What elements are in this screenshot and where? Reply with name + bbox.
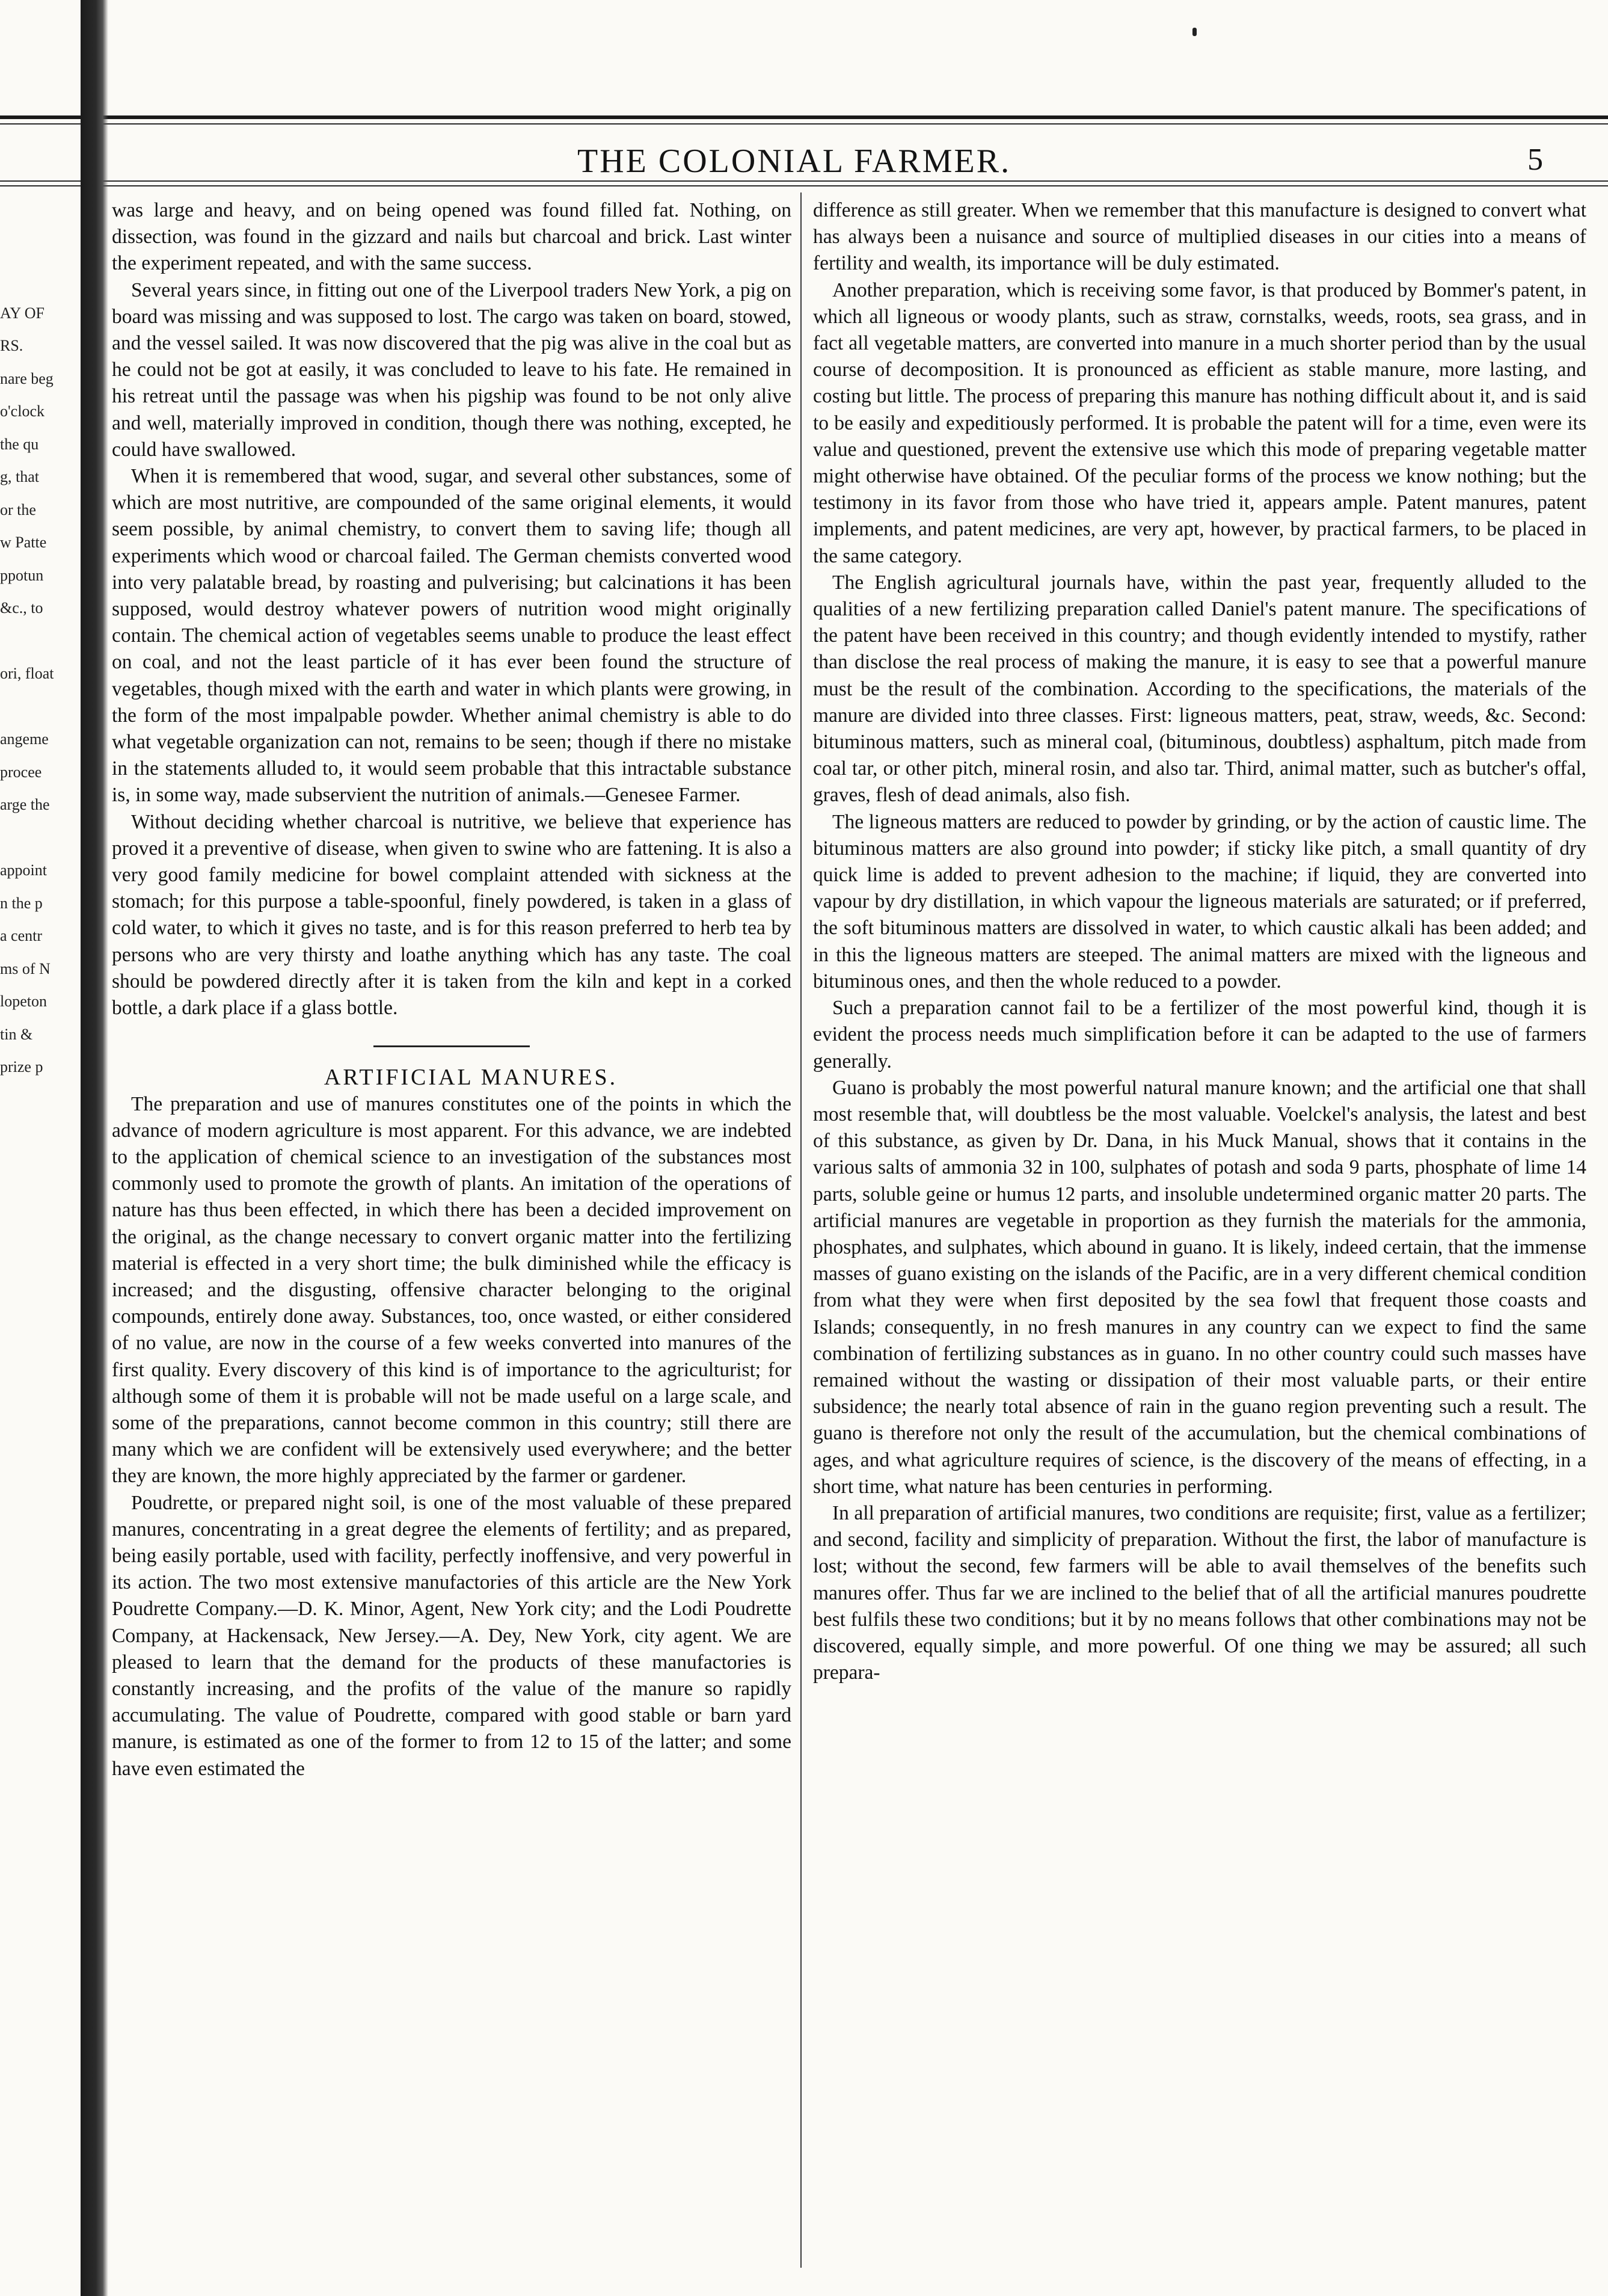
- edge-fragment: a centr: [0, 927, 43, 944]
- left-paragraph: was large and heavy, and on being opened was found filled fat. Nothing, on dissection, was found in the gizzard and nails but charcoal and brick. Last winter the experiment repeated, and with the same success.: [112, 199, 791, 275]
- right-paragraph: Another preparation, which is receiving some favor, is that produced by Bommer's patent, in which all ligneous or woody plants, such as straw, cornstalks, weeds, roots, sea grass, and in fact all vegetable matters, are converted into manure in a much shorter period than by the usual course of decomposition. It is pronounced as efficient as stable manure, more lasting, and costing but little. The process of preparing this manure has nothing difficult about it, and is said to be easily and expeditiously performed. It is probable the patent will for a time, even were its value and questioned, prevent the extensive use which this mode of preparing vegetable matter might otherwise have obtained. Of the peculiar forms of the process we know nothing; but the testimony in its favor from those who have tried it, appears ample. Patent manures, patent implements, and patent medicines, are very apt, however, by practical farmers, to be placed in the same category.: [813, 279, 1586, 567]
- right-paragraph: difference as still greater. When we remember that this manufacture is designed to convert what has always been a nuisance and source of multiplied diseases in our cities into a means of fertility and wealth, its importance will be duly estimated.: [813, 199, 1586, 275]
- right-column: [813, 197, 1586, 2285]
- section-heading: [112, 1064, 791, 1091]
- previous-page-edge-text: [0, 199, 81, 1084]
- header-rule-bottom: [0, 180, 1608, 182]
- edge-fragment: [0, 264, 81, 297]
- edge-fragment: RS.: [0, 337, 23, 354]
- edge-fragment: [0, 232, 81, 265]
- edge-fragment: lopeton: [0, 993, 47, 1010]
- edge-fragment: w Patte: [0, 534, 47, 551]
- edge-fragment: angeme: [0, 730, 49, 748]
- edge-fragment: prize p: [0, 1058, 43, 1076]
- edge-fragment: the qu: [0, 435, 39, 453]
- edge-fragment: or the: [0, 500, 36, 519]
- header-rule-bottom-thin: [0, 185, 1608, 186]
- edge-fragment: ppotun: [0, 566, 44, 584]
- edge-fragment: o'clock: [0, 402, 44, 420]
- ink-mark: [1192, 28, 1197, 36]
- section-paragraph: Poudrette, or prepared night soil, is one of the most valuable of these prepared manures, concentrating in a great degree the elements of fertility; and as prepared, being easily portable, used with facility, perfectly inoffensive, and very powerful in its action. The two most extensive manufactories of this article are the New York Poudrette Company.—D. K. Minor, Agent, New York city; and the Lodi Poudrette Company, at Hackensack, New Jersey.—A. Dey, New York, city agent. We are pleased to learn that the demand for the products of these manufactories is constantly increasing, and the profits of the value of the manure so rapidly accumulating. The value of Poudrette, compared with good stable or barn yard manure, is estimated as one of the former to from 12 to 15 of the latter; and some have even estimated the: [112, 1491, 791, 1780]
- page-number: 5: [1527, 143, 1543, 177]
- right-paragraph: In all preparation of artificial manures, two conditions are requisite; first, value as a fertilizer; and second, facility and simplicity of preparation. Without the first, the labor of manufacture is lost; without the second, few farmers will be able to avail themselves of the benefits such manures offer. Thus far we are inclined to the belief that of all the artificial manures poudrette best fulfils these two conditions; but it by no means follows that other combinations may not be discovered, equally simple, and more powerful. Of one thing we may be assured; all such prepara-: [813, 1501, 1586, 1684]
- edge-fragment: appoint: [0, 861, 47, 879]
- page-title: THE COLONIAL FARMER.: [577, 143, 1011, 180]
- edge-fragment: n the p: [0, 894, 43, 912]
- binding-shadow: [81, 0, 108, 2296]
- edge-fragment: [0, 822, 81, 855]
- edge-fragment: &c., to: [0, 599, 43, 617]
- edge-fragment: g, that: [0, 468, 39, 485]
- right-paragraph: The ligneous matters are reduced to powder by grinding, or by the action of caustic lime. The bituminous matters are also ground into powder; if sticky like pitch, a small quantity of dry quick lime is added to prevent adhesion to the machine; if liquid, they are converted into vapour by dry distillation, in which vapour the ligneous materials are saturated; or if preferred, the soft bituminous matters are dissolved in water, to which caustic alkali has been added; and in this the ligneous matters are steeped. The animal matters are mixed with the ligneous and bituminous ones, and then the whole reduced to a powder.: [813, 810, 1586, 993]
- edge-fragment: [0, 199, 81, 232]
- edge-fragment: nare beg: [0, 369, 54, 387]
- edge-fragment: AY OF: [0, 304, 44, 322]
- edge-fragment: [0, 625, 81, 658]
- left-column: [112, 197, 791, 2285]
- header-rule-top: [0, 115, 1608, 119]
- left-paragraph: When it is remembered that wood, sugar, and several other substances, some of which are most nutritive, are compounded of the same original elements, it would seem possible, by animal chemistry, to convert them to saving life; though all experiments which wood or charcoal failed. The German chemists converted wood into very palatable bread, by roasting and pulverising; but calcinations it has been supposed, would destroy whatever powers of nutrition wood might originally contain. The chemical action of vegetables seems unable to produce the least effect on coal, and not the least particle of it has ever been found the structure of vegetables, though mixed with the earth and water in which plants were growing, in the form of the most impalpable powder. Whether animal chemistry is able to do what vegetable organization can not, remains to be seen; though if there no mistake in the statements alluded to, it would seem probable that this intractable substance is, in some way, made subservient the nutrition of animals.—Genesee Farmer.: [112, 465, 791, 807]
- edge-fragment: ms of N: [0, 959, 51, 977]
- right-paragraph: Guano is probably the most powerful natural manure known; and the artificial one that shall most resemble that, will doubtless be the most valuable. Voelckel's analysis, the latest and best of this substance, as given by Dr. Dana, in his Muck Manual, shows that it contains in the various salts of ammonia 32 in 100, sulphates of potash and soda 9 parts, phosphate of lime 14 parts, soluble geine or humus 12 parts, and insoluble undetermined organic matter 20 parts. The artificial manures are vegetable in proportion as they furnish the materials for the ammonia, phosphates, and sulphates, which abound in guano. It is likely, indeed certain, that the immense masses of guano existing on the islands of the Pacific, are in a very different chemical condition from what they were when first deposited by the sea fowl that frequent those coasts and Islands; consequently, in no fresh manures in any country can we expect to find the same combination of fertilizing substances as in guano. In no other country could such masses have remained without the wasting or dissipation of their most valuable parts, or their entire subsidence; the nearly total absence of rain in the guano region preventing such a result. The guano is therefore not only the result of the accumulation, but the chemical combinations of ages, and what agriculture requires of science, is the discovery of the means of effecting, in a short time, what nature has been centuries in performing.: [813, 1076, 1586, 1498]
- edge-fragment: arge the: [0, 796, 50, 813]
- header-rule-top-thin: [0, 123, 1608, 125]
- section-paragraph: The preparation and use of manures constitutes one of the points in which the advance of modern agriculture is most apparent. For this advance, we are indebted to the application of chemical science to an investigation of the substances most commonly used to promote the growth of plants. An imitation of the operations of nature has thus been effected, in which there has been a decided improvement on the original, as the change necessary to convert organic matter into the fertilizing material is effected in a very short time; the bulk diminished while the efficacy is increased; and the disgusting, offensive character belonging to the original compounds, entirely done away. Substances, too, once wasted, or either considered of no value, are now in the course of a few weeks converted into manures of the first quality. Every discovery of this kind is of importance to the agriculturist; for although some of them it is probable will not be made useful on a large scale, and some of the preparations, cannot become common in this country; still there are many which we are confident will be extensively used everywhere; and the better they are known, the more highly appreciated by the farmer or gardener.: [112, 1092, 791, 1488]
- left-paragraph: Without deciding whether charcoal is nutritive, we believe that experience has proved it a preventive of disease, when given to swine who are fattening. It is also a very good family medicine for bowel complaint attended with sickness at the stomach; for this purpose a table-spoonful, finely powdered, is taken in a glass of cold water, to which it gives no taste, and is for this reason preferred to herb tea by persons who are very thirsty and loathe anything which has any taste. The coal should be powdered directly after it is taken from the kiln and kept in a corked bottle, a dark place if a glass bottle.: [112, 810, 791, 1020]
- edge-fragment: tin &: [0, 1025, 33, 1043]
- edge-fragment: ori, float: [0, 665, 54, 682]
- edge-fragment: procee: [0, 763, 42, 781]
- edge-fragment: [0, 691, 81, 724]
- section-divider: [373, 1045, 530, 1047]
- right-paragraph: Such a preparation cannot fail to be a fertilizer of the most powerful kind, though it is evident the process needs much simplification before it can be adapted to the use of farmers generally.: [813, 997, 1586, 1073]
- right-paragraph: The English agricultural journals have, within the past year, frequently alluded to the qualities of a new fertilizing preparation called Daniel's patent manure. The specifications of the patent have been received in this country; and though evidently intended to mystify, rather than disclose the real process of making the manure, it is easy to see that a powerful manure must be the result of the combination. According to the specifications, the materials of the manure are divided into three classes. First: ligneous matters, peat, straw, weeds, &c. Second: bituminous matters, such as mineral coal, (bituminous, doubtless) asphaltum, pitch made from coal tar, or other pitch, mineral rosin, and also tar. Third, animal matter, such as butcher's offal, graves, flesh of dead animals, also fish.: [813, 571, 1586, 807]
- column-divider: [800, 192, 802, 2268]
- section-heading-text: ARTIFICIAL MANURES.: [324, 1065, 618, 1091]
- left-paragraph: Several years since, in fitting out one of the Liverpool traders New York, a pig on board was missing and was supposed to lost. The cargo was taken on board, stowed, and the vessel sailed. It was now discovered that the pig was alive in the coal but as he could not be got at easily, it was concluded to leave to his fate. He remained in his retreat until the passage was when his pigship was found to be not only alive and well, materially improved in condition, though there was nothing, excepted, he could have swallowed.: [112, 279, 791, 461]
